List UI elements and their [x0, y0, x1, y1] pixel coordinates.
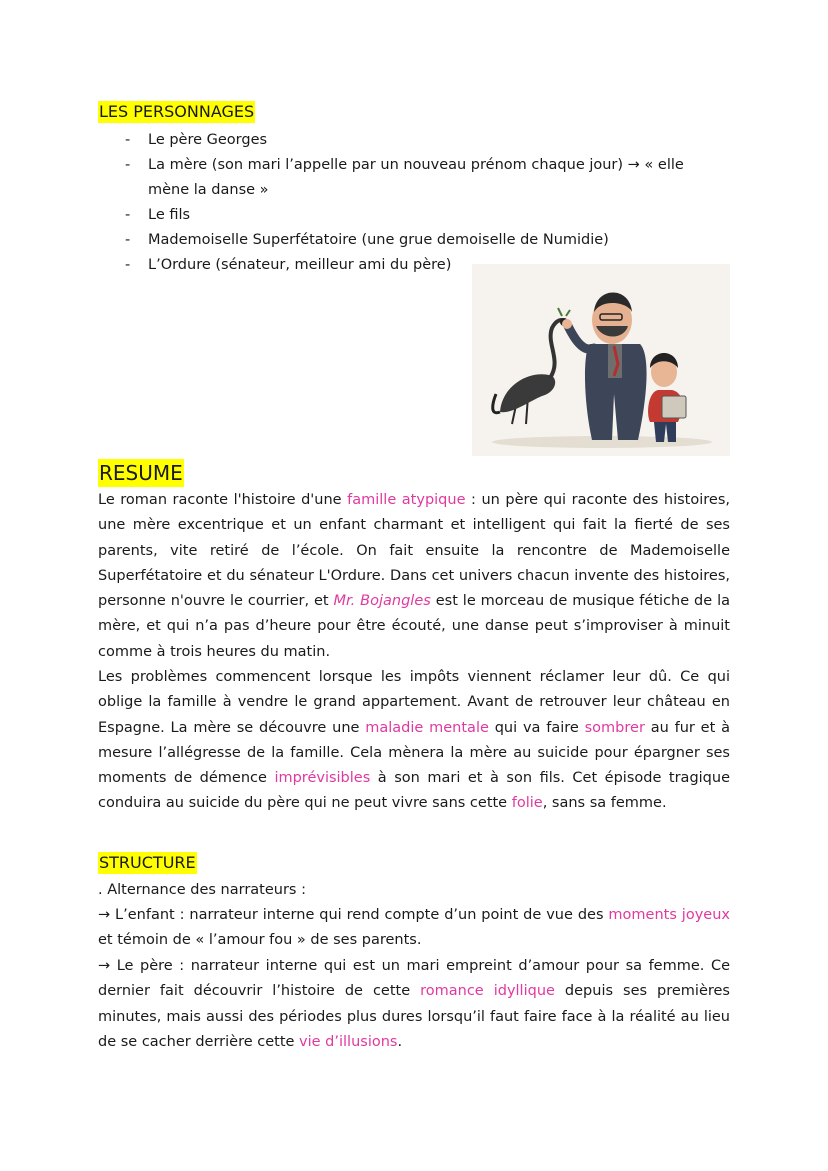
- keyword-vie-illusions: vie d’illusions: [299, 1033, 398, 1050]
- structure-enfant: → L’enfant : narrateur interne qui rend compte d’un point de vue des moments joyeux et témoin de « l’amour fou » de ses parents.: [98, 907, 730, 949]
- keyword-maladie-mentale: maladie mentale: [365, 719, 489, 736]
- section-heading-structure: STRUCTURE: [99, 853, 196, 872]
- keyword-moments-joyeux: moments joyeux: [608, 907, 730, 923]
- list-item: - La mère (son mari l’appelle par un nouveau prénom chaque jour) → « elle mène la danse »: [120, 153, 708, 203]
- keyword-mr-bojangles: Mr. Bojangles: [333, 593, 431, 610]
- list-item: - Mademoiselle Superfétatoire (une grue demoiselle de Numidie): [120, 228, 732, 253]
- keyword-imprevisibles: imprévisibles: [274, 770, 371, 787]
- keyword-folie: folie: [511, 795, 543, 812]
- section-heading-personnages: LES PERSONNAGES: [99, 102, 255, 121]
- structure-pere: → Le père : narrateur interne qui est un mari empreint d’amour pour sa femme. Ce dernier fait découvrir l’histoire de cette romance idyllique depuis ses premières minutes, mais aussi des périodes plus dures lorsqu’il faut faire face à la réalité au lieu de se cacher derrière cette vie d’illusions.: [98, 958, 730, 1050]
- keyword-sombrer: sombrer: [584, 719, 645, 736]
- section-heading-resume: RESUME: [99, 461, 183, 485]
- resume-paragraph-1: Le roman raconte l'histoire d'une famille atypique : un père qui raconte des histoires, une mère excentrique et un enfant charmant et intelligent qui fait la fierté de ses parents, vite retiré de l’école. On fait ensuite la rencontre de Mademoiselle Superfétatoire et du sénateur L'Ordure. Dans cet univers chacun invente des histoires, personne n'ouvre le courrier, et Mr. Bojangles est le morceau de musique fétiche de la mère, et qui n’a pas d’heure pour être écouté, une danse peut s’improviser à minuit comme à trois heures du matin.: [98, 492, 730, 660]
- keyword-romance-idyllique: romance idyllique: [420, 983, 555, 1000]
- resume-paragraph-2: Les problèmes commencent lorsque les impôts viennent réclamer leur dû. Ce qui oblige la famille à vendre le grand appartement. Avant de retrouver leur château en Espagne. La mère se découvre une maladie mentale qui va faire sombrer au fur et à mesure l’allégresse de la famille. Cela mènera la mère au suicide pour épargner ses moments de démence imprévisibles à son mari et à son fils. Cet épisode tragique conduira au suicide du père qui ne peut vivre sans cette folie, sans sa femme.: [98, 669, 730, 812]
- character-list: [120, 128, 732, 278]
- list-item: - Le fils: [120, 203, 732, 228]
- keyword-famille-atypique: famille atypique: [347, 492, 466, 508]
- list-item: - L’Ordure (sénateur, meilleur ami du père): [120, 253, 732, 278]
- structure-intro: . Alternance des narrateurs :: [98, 882, 306, 898]
- crane-man-boy-illustration: [472, 264, 730, 456]
- list-item: - Le père Georges: [120, 128, 732, 153]
